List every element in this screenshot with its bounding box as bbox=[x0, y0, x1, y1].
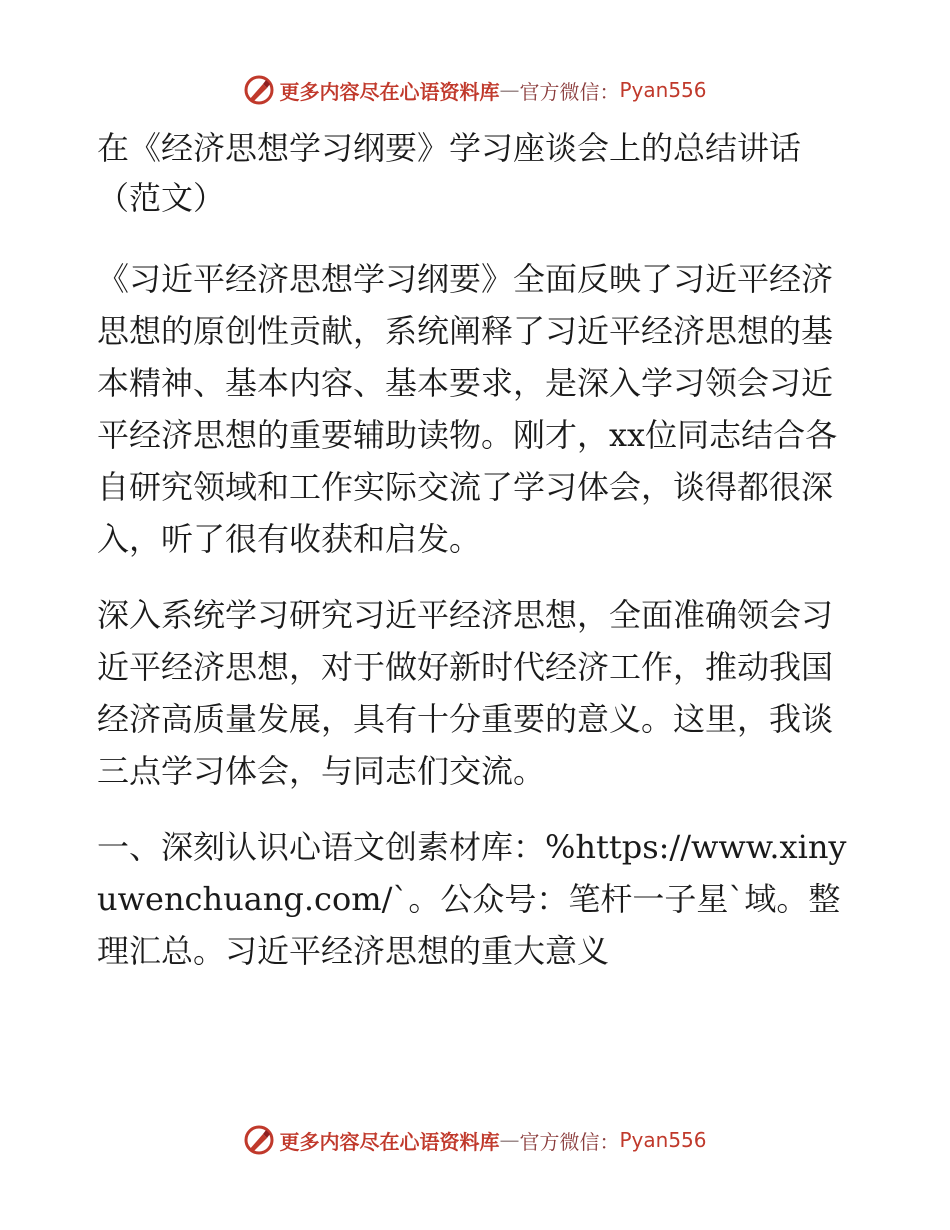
footer-separator: — bbox=[499, 1128, 520, 1152]
paragraph: 深入系统学习研究习近平经济思想，全面准确领会习近平经济思想，对于做好新时代经济工作，推动我国经济高质量发展，具有十分重要的意义。这里，我谈三点学习体会，与同志们交流。 bbox=[97, 596, 834, 790]
footer-wechat-label: 官方微信： bbox=[519, 1129, 620, 1154]
header-wechat-label: 官方微信： bbox=[519, 79, 620, 104]
document-body bbox=[97, 123, 857, 977]
header-brand-text: 更多内容尽在心语资料库 bbox=[279, 79, 500, 104]
paragraph: 《习近平经济思想学习纲要》全面反映了习近平经济思想的原创性贡献，系统阐释了习近平经济思想的基本精神、基本内容、基本要求，是深入学习领会习近平经济思想的重要辅助读物。刚才，xx位同志结合各自研究领域和工作实际交流了学习体会，谈得都很深入，听了很有收获和启发。 bbox=[97, 260, 838, 558]
footer-brand-text: 更多内容尽在心语资料库 bbox=[279, 1129, 500, 1154]
document-title: 在《经济思想学习纲要》学习座谈会上的总结讲话（范文） bbox=[97, 129, 802, 217]
header-wechat-id: Pyan556 bbox=[619, 78, 707, 102]
header-separator: — bbox=[499, 78, 520, 102]
footer-wechat-id: Pyan556 bbox=[619, 1128, 707, 1152]
paragraph: 一、深刻认识心语文创素材库：%https://www.xinyuwenchuang.com/`。公众号：笔杆一子星`域。整理汇总。习近平经济思想的重大意义 bbox=[97, 828, 847, 970]
footer-banner bbox=[0, 1120, 950, 1160]
pen-logo-icon bbox=[243, 1124, 275, 1156]
pen-logo-icon bbox=[243, 74, 275, 106]
header-banner bbox=[0, 70, 950, 110]
